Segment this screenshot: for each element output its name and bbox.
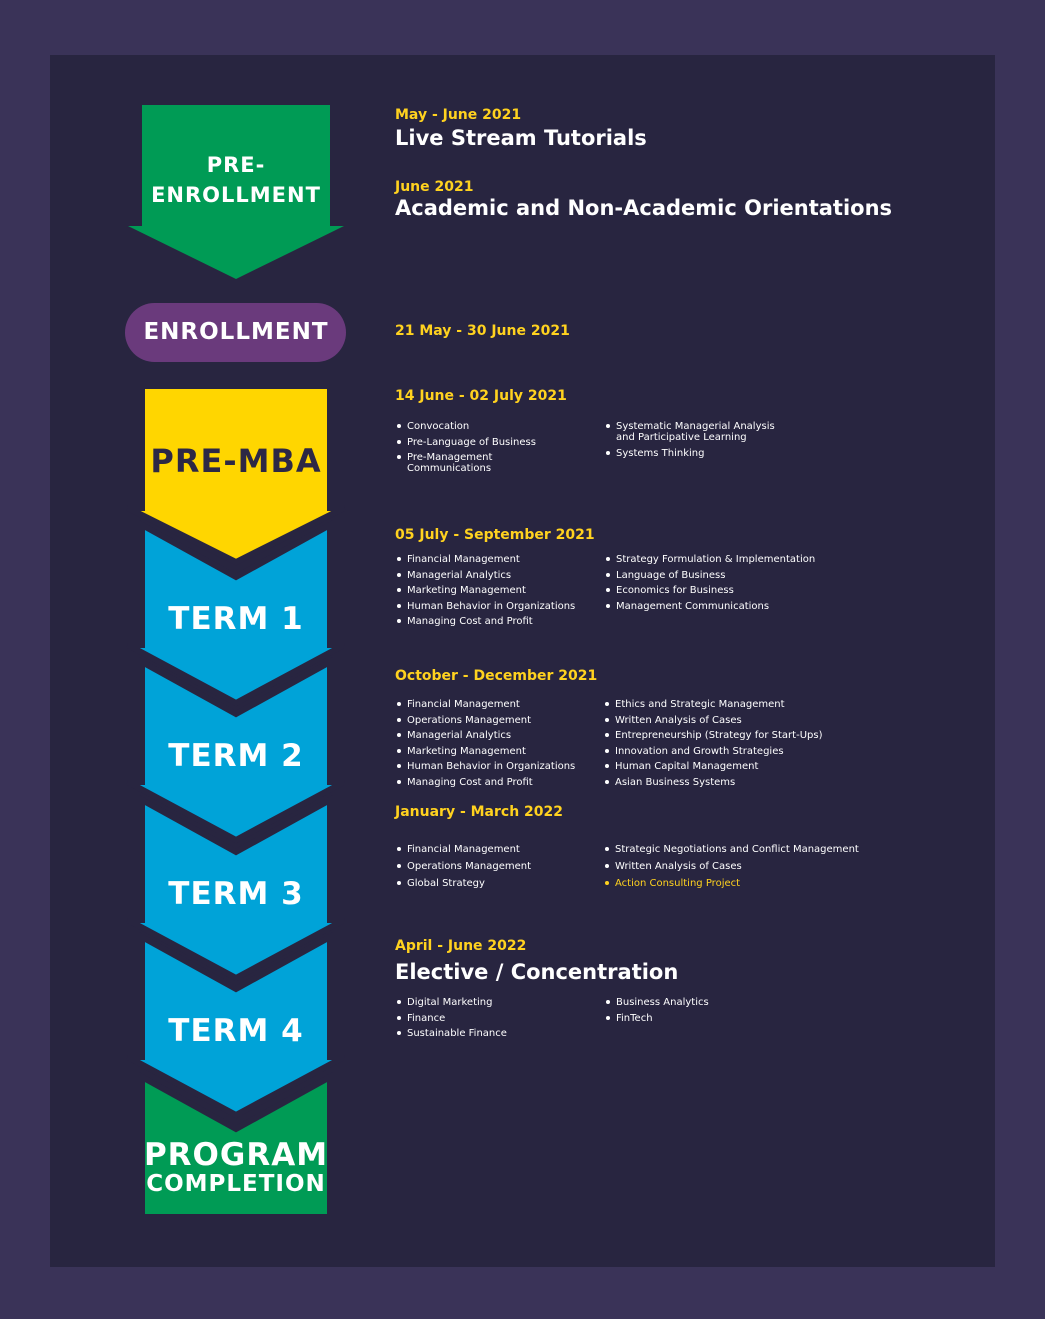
- completion-label: [128, 1139, 344, 1197]
- list-item: Managerial Analytics: [396, 570, 575, 581]
- list-item: Marketing Management: [396, 585, 575, 596]
- list-item: Convocation: [396, 421, 536, 432]
- list-item: FinTech: [605, 1013, 709, 1024]
- term3-courses-left: [396, 844, 531, 894]
- enrollment-date: 21 May - 30 June 2021: [395, 323, 570, 339]
- list-item: Ethics and Strategic Management: [604, 699, 822, 710]
- list-item: Written Analysis of Cases: [604, 715, 822, 726]
- list-item: Financial Management: [396, 554, 575, 565]
- list-item: Language of Business: [605, 570, 815, 581]
- list-item: Marketing Management: [396, 746, 575, 757]
- list-item: Pre-Language of Business: [396, 437, 536, 448]
- term3-date: January - March 2022: [395, 804, 564, 820]
- pre-enrollment-label-line1: PRE-: [206, 153, 266, 177]
- pre-enrollment-title-2: Academic and Non-Academic Orientations: [395, 196, 893, 220]
- term1-date: 05 July - September 2021: [395, 527, 595, 543]
- action-consulting-project-item: Action Consulting Project: [604, 878, 859, 889]
- list-item: Management Communications: [605, 601, 815, 612]
- list-item: Entrepreneurship (Strategy for Start-Ups): [604, 730, 822, 741]
- pre-enrollment-label-line2: ENROLLMENT: [151, 183, 321, 207]
- pre-enrollment-date-1: May - June 2021: [395, 107, 522, 123]
- list-item: Human Behavior in Organizations: [396, 601, 575, 612]
- list-item: Financial Management: [396, 699, 575, 710]
- term2-courses-right: [604, 699, 822, 792]
- list-item: Asian Business Systems: [604, 777, 822, 788]
- list-item: Innovation and Growth Strategies: [604, 746, 822, 757]
- pre-enrollment-date-2: June 2021: [395, 179, 474, 195]
- term2-courses-left: [396, 699, 575, 792]
- pre-enrollment-title-1: Live Stream Tutorials: [395, 126, 647, 150]
- pre-mba-courses-left: [396, 421, 536, 479]
- term3-courses-right: [604, 844, 859, 894]
- term4-date: April - June 2022: [395, 938, 527, 954]
- pre-mba-courses-right: [605, 421, 775, 463]
- term4-label: TERM 4: [168, 1013, 304, 1049]
- list-item: Financial Management: [396, 844, 531, 855]
- list-item: Finance: [396, 1013, 507, 1024]
- list-item: Strategic Negotiations and Conflict Management: [604, 844, 859, 855]
- term4-courses-right: [605, 997, 709, 1028]
- term1-courses-right: [605, 554, 815, 616]
- completion-label-line2: COMPLETION: [146, 1171, 326, 1197]
- term4-courses-left: [396, 997, 507, 1044]
- list-item: Managerial Analytics: [396, 730, 575, 741]
- pre-mba-label: PRE-MBA: [150, 442, 322, 480]
- term1-courses-left: [396, 554, 575, 632]
- list-item: Managing Cost and Profit: [396, 777, 575, 788]
- list-item: Economics for Business: [605, 585, 815, 596]
- list-item: Business Analytics: [605, 997, 709, 1008]
- term2-date: October - December 2021: [395, 668, 598, 684]
- completion-label-line1: PROGRAM: [143, 1137, 329, 1173]
- enrollment-label: ENROLLMENT: [143, 319, 329, 345]
- list-item: Global Strategy: [396, 878, 531, 889]
- list-item: Human Capital Management: [604, 761, 822, 772]
- list-item: Strategy Formulation & Implementation: [605, 554, 815, 565]
- list-item: Human Behavior in Organizations: [396, 761, 575, 772]
- pre-mba-date: 14 June - 02 July 2021: [395, 388, 567, 404]
- list-item: Operations Management: [396, 715, 575, 726]
- term2-label: TERM 2: [168, 738, 304, 774]
- list-item: Pre-Management Communications: [396, 452, 536, 474]
- list-item: Digital Marketing: [396, 997, 507, 1008]
- pre-enrollment-label: [128, 150, 344, 210]
- list-item: Operations Management: [396, 861, 531, 872]
- list-item: Systems Thinking: [605, 448, 775, 459]
- list-item: Managing Cost and Profit: [396, 616, 575, 627]
- list-item: Written Analysis of Cases: [604, 861, 859, 872]
- term4-title: Elective / Concentration: [395, 960, 679, 984]
- list-item: Sustainable Finance: [396, 1028, 507, 1039]
- list-item: Systematic Managerial Analysis and Participative Learning: [605, 421, 775, 443]
- term1-label: TERM 1: [168, 601, 304, 637]
- term3-label: TERM 3: [168, 876, 304, 912]
